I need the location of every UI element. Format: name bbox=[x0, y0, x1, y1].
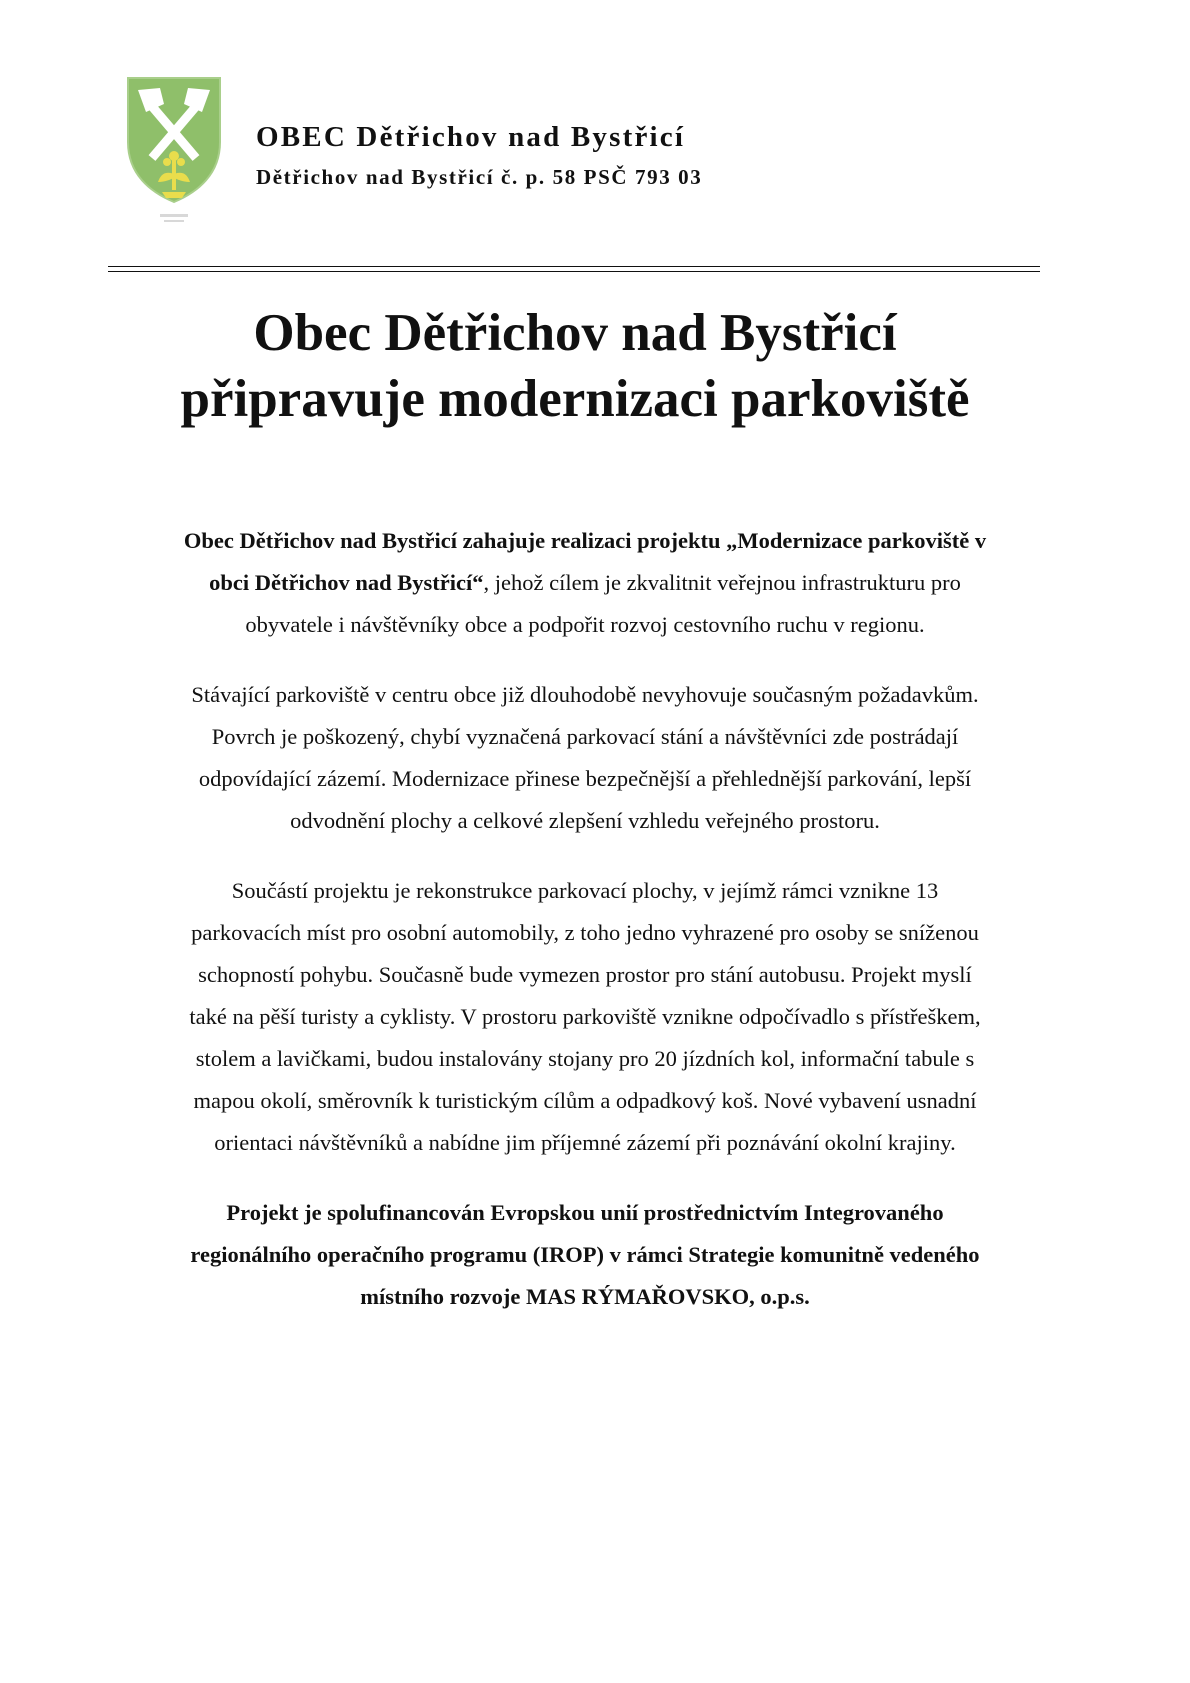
paragraph-line: mapou okolí, směrovník k turistickým cílům a odpadkový koš. Nové vybavení usnadní bbox=[193, 1088, 977, 1113]
title-line-1: Obec Dětřichov nad Bystřicí bbox=[253, 304, 897, 362]
paragraph-line: odpovídající zázemí. Modernizace přinese bezpečnější a přehlednější parkování, lepší bbox=[198, 766, 972, 791]
organization-address: Dětřichov nad Bystřicí č. p. 58 PSČ 793 03 bbox=[256, 165, 703, 189]
paragraph-line: Stávající parkoviště v centru obce již dlouhodobě nevyhovuje současným požadavkům. bbox=[191, 682, 979, 707]
letterhead-divider bbox=[108, 266, 1040, 272]
paragraph-intro bbox=[120, 520, 1050, 646]
organization-name: OBEC Dětřichov nad Bystřicí bbox=[256, 121, 686, 153]
intro-line-1: Obec Dětřichov nad Bystřicí zahajuje realizaci projektu „Modernizace parkoviště v bbox=[183, 528, 987, 553]
paragraph-line: schopností pohybu. Současně bude vymezen prostor pro stání autobusu. Projekt myslí bbox=[198, 962, 972, 987]
paragraph-project-scope bbox=[120, 870, 1050, 1164]
intro-line-2-rest: , jehož cílem je zkvalitnit veřejnou infrastrukturu pro bbox=[483, 570, 961, 595]
article-body bbox=[120, 520, 1050, 1346]
title-line-2: připravuje modernizaci parkoviště bbox=[180, 370, 970, 428]
paragraph-line: parkovacích míst pro osobní automobily, z toho jedno vyhrazené pro osoby se sníženou bbox=[191, 920, 979, 945]
paragraph-current-state bbox=[120, 674, 1050, 842]
paragraph-line: orientaci návštěvníků a nabídne jim příjemné zázemí při poznávání okolní krajiny. bbox=[214, 1130, 956, 1155]
paragraph-line: stolem a lavičkami, budou instalovány stojany pro 20 jízdních kol, informační tabule s bbox=[195, 1046, 975, 1071]
paragraph-line: odvodnění plochy a celkové zlepšení vzhledu veřejného prostoru. bbox=[290, 808, 880, 833]
paragraph-line: také na pěší turisty a cyklisty. V prostoru parkoviště vznikne odpočívadlo s přístřeškem, bbox=[189, 1004, 981, 1029]
intro-line-3: obyvatele i návštěvníky obce a podpořit rozvoj cestovního ruchu v regionu. bbox=[245, 612, 925, 637]
paragraph-line: místního rozvoje MAS RÝMAŘOVSKO, o.p.s. bbox=[360, 1284, 810, 1309]
page-title bbox=[95, 300, 1055, 432]
paragraph-line: Projekt je spolufinancován Evropskou unií prostřednictvím Integrovaného bbox=[226, 1200, 944, 1225]
paragraph-line: Součástí projektu je rekonstrukce parkovací plochy, v jejímž rámci vznikne 13 bbox=[231, 878, 939, 903]
intro-line-2-bold: obci Dětřichov nad Bystřicí“ bbox=[209, 570, 484, 595]
paragraph-line: Povrch je poškozený, chybí vyznačená parkovací stání a návštěvníci zde postrádají bbox=[211, 724, 959, 749]
paragraph-funding bbox=[120, 1192, 1050, 1318]
paragraph-line: regionálního operačního programu (IROP) v rámci Strategie komunitně vedeného bbox=[190, 1242, 980, 1267]
letterhead bbox=[256, 120, 856, 190]
coat-of-arms-icon bbox=[124, 74, 224, 234]
